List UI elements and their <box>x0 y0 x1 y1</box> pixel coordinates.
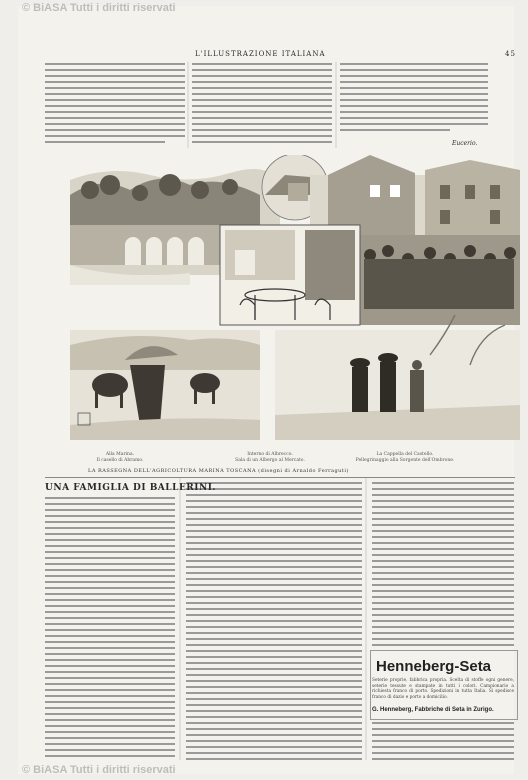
text-line <box>372 614 514 616</box>
text-line <box>186 668 362 670</box>
text-line <box>186 590 362 592</box>
text-line <box>372 734 514 736</box>
ad-body: Seterie proprie, fabbrica propria. Scelta di stoffe ogni genere, seterie tessute e stampate in tutti i colori. Campionario a richiesta franco di porto. Spedizioni in tutta Italia. Si spedisce franco di dazio e porto a domicilio. <box>372 678 514 700</box>
text-line <box>45 653 175 655</box>
text-line <box>45 701 175 703</box>
carabinieri-vignette <box>275 315 520 440</box>
text-line <box>186 746 362 748</box>
text-line <box>186 512 362 514</box>
header-title: L'ILLUSTRAZIONE ITALIANA <box>195 50 326 58</box>
text-line <box>186 542 362 544</box>
text-line <box>45 689 175 691</box>
text-line <box>372 482 514 484</box>
text-line <box>372 596 514 598</box>
text-line <box>45 569 175 571</box>
text-line <box>45 557 175 559</box>
text-line <box>45 527 175 529</box>
text-line <box>186 530 362 532</box>
text-line <box>45 695 175 697</box>
text-line <box>372 590 514 592</box>
bottom-col-2 <box>186 482 362 760</box>
text-line <box>372 566 514 568</box>
text-line <box>45 563 175 565</box>
caption-left: Alla Marina. Il casello di Abramo. <box>96 452 144 463</box>
text-line <box>186 608 362 610</box>
watermark-bottom: © BiASA Tutti i diritti riservati <box>22 764 176 776</box>
text-line <box>186 722 362 724</box>
text-line <box>372 494 514 496</box>
article-title: UNA FAMIGLIA DI BALLERINI. <box>45 483 217 493</box>
text-line <box>45 755 175 757</box>
text-line <box>45 503 175 505</box>
text-line <box>186 524 362 526</box>
text-line <box>372 584 514 586</box>
text-line <box>372 752 514 754</box>
text-line <box>45 605 175 607</box>
ad-title: Henneberg-Seta <box>376 658 492 675</box>
text-line <box>45 509 175 511</box>
text-line <box>372 554 514 556</box>
text-line <box>186 734 362 736</box>
top-column-lines <box>45 63 488 143</box>
text-line <box>186 584 362 586</box>
plate-title: LA RASSEGNA DELL'AGRICOLTURA MARINA TOSCANA (disegni di Arnaldo Ferraguti) <box>88 468 349 474</box>
text-line <box>186 536 362 538</box>
text-line <box>45 593 175 595</box>
text-line <box>186 710 362 712</box>
text-line <box>372 518 514 520</box>
text-line <box>186 560 362 562</box>
text-line <box>45 665 175 667</box>
text-line <box>372 644 514 646</box>
text-line <box>186 548 362 550</box>
text-line <box>45 611 175 613</box>
text-line <box>186 626 362 628</box>
text-line <box>372 506 514 508</box>
text-line <box>45 725 175 727</box>
text-line <box>186 680 362 682</box>
text-line <box>372 572 514 574</box>
text-line <box>45 713 175 715</box>
text-line <box>45 545 175 547</box>
top-col-3 <box>340 63 488 131</box>
text-line <box>186 632 362 634</box>
text-line <box>45 497 175 499</box>
text-line <box>372 542 514 544</box>
text-line <box>45 707 175 709</box>
text-line <box>45 515 175 517</box>
text-line <box>186 686 362 688</box>
text-line <box>186 752 362 754</box>
text-line <box>45 677 175 679</box>
text-line <box>372 758 514 760</box>
text-line <box>45 575 175 577</box>
text-line <box>186 578 362 580</box>
title-rule <box>45 477 515 478</box>
page-number: 45 <box>505 50 516 58</box>
top-col-1 <box>45 63 185 143</box>
text-line <box>186 572 362 574</box>
text-line <box>186 656 362 658</box>
text-line <box>186 614 362 616</box>
text-line <box>45 617 175 619</box>
text-line <box>186 620 362 622</box>
text-line <box>372 722 514 724</box>
text-line <box>186 758 362 760</box>
text-line <box>186 692 362 694</box>
text-line <box>372 512 514 514</box>
text-line <box>45 731 175 733</box>
interior-vignette <box>220 225 360 325</box>
text-line <box>45 671 175 673</box>
text-line <box>372 488 514 490</box>
text-line <box>45 647 175 649</box>
text-line <box>45 551 175 553</box>
text-line <box>45 737 175 739</box>
text-line <box>186 518 362 520</box>
text-line <box>372 638 514 640</box>
text-line <box>45 743 175 745</box>
watermark-top: © BiASA Tutti i diritti riservati <box>22 2 176 14</box>
text-line <box>186 650 362 652</box>
text-line <box>186 494 362 496</box>
text-line <box>186 704 362 706</box>
text-line <box>186 638 362 640</box>
text-line <box>45 683 175 685</box>
text-line <box>186 554 362 556</box>
text-line <box>186 716 362 718</box>
text-line <box>45 629 175 631</box>
text-line <box>45 659 175 661</box>
text-line <box>372 578 514 580</box>
text-line <box>186 566 362 568</box>
text-line <box>186 644 362 646</box>
text-line <box>45 521 175 523</box>
text-line <box>186 740 362 742</box>
text-line <box>45 635 175 637</box>
text-line <box>45 719 175 721</box>
text-line <box>372 608 514 610</box>
text-line <box>186 728 362 730</box>
text-line <box>372 536 514 538</box>
oxen-vignette <box>70 330 260 440</box>
text-line <box>372 632 514 634</box>
text-line <box>45 623 175 625</box>
text-line <box>45 641 175 643</box>
text-line <box>372 524 514 526</box>
article-signature: Eucerio. <box>452 140 478 147</box>
text-line <box>372 560 514 562</box>
illustration-plate <box>70 155 520 450</box>
caption-right: La Cappella del Castello. Pellegrinaggio alla Sorgente dell'Ombrone. <box>355 452 455 463</box>
text-line <box>45 581 175 583</box>
text-line <box>45 533 175 535</box>
text-line <box>186 506 362 508</box>
text-line <box>45 587 175 589</box>
text-line <box>186 698 362 700</box>
text-line <box>372 626 514 628</box>
text-line <box>186 596 362 598</box>
text-line <box>372 746 514 748</box>
text-line <box>372 620 514 622</box>
text-line <box>372 728 514 730</box>
caption-center: Interno di Albrecco. Sala di un Albergo al Mercato. <box>235 452 305 463</box>
text-line <box>372 500 514 502</box>
text-line <box>186 674 362 676</box>
top-col-2 <box>192 63 332 143</box>
text-line <box>372 740 514 742</box>
text-line <box>45 599 175 601</box>
text-line <box>45 539 175 541</box>
text-line <box>186 500 362 502</box>
text-line <box>372 548 514 550</box>
ad-footer: G. Henneberg, Fabbriche di Seta in Zurigo. <box>372 707 494 713</box>
text-line <box>186 602 362 604</box>
bottom-col-1 <box>45 497 175 757</box>
text-line <box>372 530 514 532</box>
text-line <box>372 602 514 604</box>
text-line <box>186 662 362 664</box>
text-line <box>45 749 175 751</box>
